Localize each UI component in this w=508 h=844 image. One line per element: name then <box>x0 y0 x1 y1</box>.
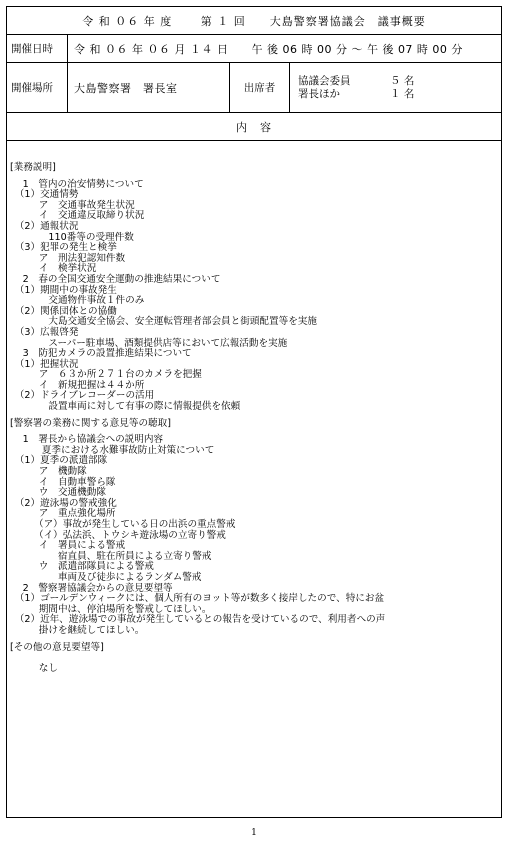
body-line: （2）関係団体との協働 <box>10 305 117 317</box>
body-line: なし <box>10 662 58 674</box>
body-line: （1）交通情勢 <box>10 189 79 201</box>
body-line: 110番等の受理件数 <box>10 231 134 243</box>
section-business-explanation <box>10 180 490 413</box>
body-line: 期間中は、停泊場所を警戒してほしい。 <box>10 603 212 615</box>
content-heading-row <box>7 113 501 141</box>
body-line: （3）広報啓発 <box>10 326 79 338</box>
body-line: （2）通報状況 <box>10 220 79 232</box>
body-line: （1）夏季の派遣部隊 <box>10 455 108 467</box>
document-title: 令 和 ０６ 年 度 第 １ 回 大島警察署協議会 議事概要 <box>82 14 426 28</box>
minutes-body <box>10 163 490 674</box>
body-line: イ 署員による警戒 <box>10 540 126 552</box>
body-line: 1 管内の治安情勢について <box>10 178 144 190</box>
place-label: 開催場所 <box>7 63 68 112</box>
place-row <box>7 63 501 113</box>
body-line: （1）ゴールデンウィークには、個人所有のヨット等が数多く接岸したので、特にお盆 <box>10 593 385 605</box>
body-line: 大島交通安全協会、安全運転管理者部会員と街頭配置等を実施 <box>10 316 317 328</box>
attendee-row: 署長ほか １ 名 <box>298 87 415 100</box>
body-line: イ 新規把握は４４か所 <box>10 379 145 391</box>
date-label: 開催日時 <box>7 35 68 62</box>
attendees-label: 出席者 <box>230 63 290 112</box>
body-line: （2）ドライブレコーダーの活用 <box>10 390 155 402</box>
section-heading: [業務説明] <box>10 162 56 173</box>
body-line: （1）期間中の事故発生 <box>10 284 117 296</box>
body-line: 2 春の全国交通安全運動の推進結果について <box>10 273 221 285</box>
body-line: イ 検挙状況 <box>10 263 97 275</box>
body-line: ウ 交通機動隊 <box>10 487 106 499</box>
body-line: （2）遊泳場の警戒強化 <box>10 497 117 509</box>
body-line: （ア）事故が発生している日の出浜の重点警戒 <box>10 519 236 530</box>
body-line: イ 自動車警ら隊 <box>10 476 116 488</box>
body-line: 宿直員、駐在所員による立寄り警戒 <box>10 550 212 562</box>
section-heading: [その他の意見要望等] <box>10 641 104 653</box>
date-row <box>7 35 501 63</box>
body-line: スーパー駐車場、酒類提供店等において広報活動を実施 <box>10 337 288 349</box>
body-line: （イ）弘法浜、トウシキ遊泳場の立寄り警戒 <box>10 529 226 541</box>
page-number: 1 <box>251 828 257 838</box>
body-line: ア 刑法犯認知件数 <box>10 252 126 264</box>
body-line: 掛けを継続してほしい。 <box>10 624 145 636</box>
body-line: ウ 派遣部隊員による警戒 <box>10 561 154 573</box>
section-opinion-hearing <box>10 435 490 636</box>
body-line: 設置車両に対して有事の際に情報提供を依頼 <box>10 401 241 413</box>
body-line: 3 防犯カメラの設置推進結果について <box>10 348 192 360</box>
section-other-requests <box>10 653 490 674</box>
body-line: 2 警察署協議会からの意見要望等 <box>10 582 173 594</box>
title-row <box>7 7 501 35</box>
attendee-row: 協議会委員 ５ 名 <box>298 74 415 87</box>
body-line: ア 重点強化場所 <box>10 508 116 520</box>
section-heading: [警察署の業務に関する意見等の聴取] <box>10 417 171 429</box>
body-line: （1）把握状況 <box>10 358 79 370</box>
body-line: （2）近年、遊泳場での事故が発生しているとの報告を受けているので、利用者への声 <box>10 614 386 626</box>
body-line: 交通物件事故１件のみ <box>10 295 145 307</box>
body-line: 1 署長から協議会への説明内容 <box>10 434 164 446</box>
body-line: イ 交通違反取締り状況 <box>10 210 145 222</box>
attendees-list <box>290 63 501 112</box>
body-line: （3）犯罪の発生と検挙 <box>10 242 117 254</box>
place-value: 大島警察署 署長室 <box>68 63 230 112</box>
date-value: 令 和 ０６ 年 ０６ 月 １４ 日 午 後 06 時 00 分 ～ 午 後 07 時 00 分 <box>74 42 463 56</box>
body-line: 夏季における水難事故防止対策について <box>10 444 215 456</box>
body-line: ア ６３か所２７１台のカメラを把握 <box>10 369 202 381</box>
body-line: ア 機動隊 <box>10 466 87 478</box>
body-line: ア 交通事故発生状況 <box>10 199 135 211</box>
body-line: 車両及び徒歩によるランダム警戒 <box>10 571 202 583</box>
body-line <box>10 653 490 664</box>
content-heading: 内 容 <box>236 120 272 134</box>
